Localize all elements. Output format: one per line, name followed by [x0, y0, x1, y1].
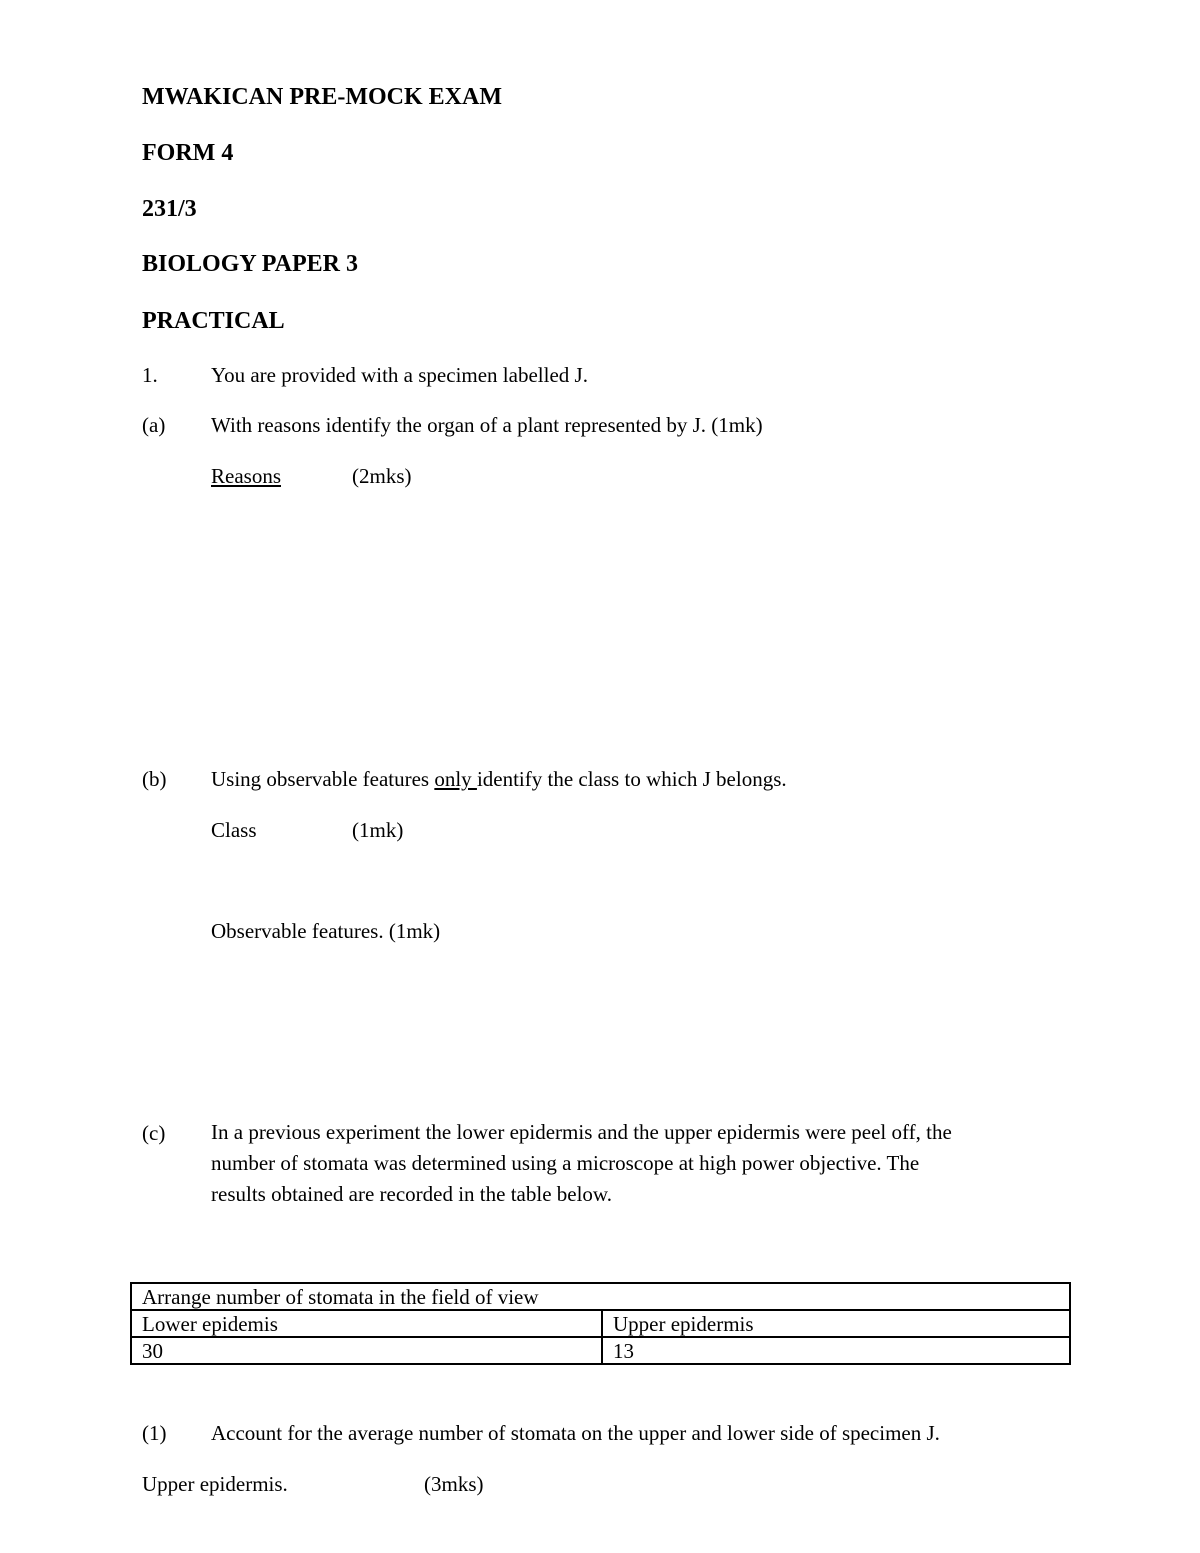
part-b-text-start: Using observable features [211, 767, 435, 791]
class-marks: (1mk) [352, 818, 404, 842]
part-b-emphasis: only [434, 767, 477, 791]
table-row [131, 1283, 1070, 1310]
paper-code: 231/3 [142, 196, 197, 222]
form-level: FORM 4 [142, 140, 234, 166]
part-a-text: With reasons identify the organ of a plant represented by J. (1mk) [211, 413, 763, 437]
question-number: 1. [142, 363, 158, 387]
header-lower: Lower epidemis [131, 1310, 602, 1337]
observable-features: Observable features. (1mk) [211, 919, 441, 943]
part-b-text-end: identify the class to which J belongs. [476, 767, 787, 791]
part-c-line-1: In a previous experiment the lower epidermis and the upper epidermis were peel off, the [211, 1120, 952, 1144]
question-intro: You are provided with a specimen labelled J. [211, 363, 588, 387]
table-row [131, 1337, 1070, 1364]
stomata-table [130, 1282, 1071, 1365]
part-c-line-2: number of stomata was determined using a microscope at high power objective. The [211, 1151, 920, 1175]
table-row [131, 1310, 1070, 1337]
reasons-marks: (2mks) [352, 464, 412, 488]
part-b-label: (b) [142, 767, 167, 791]
sub-question-label: (1) [142, 1421, 167, 1445]
upper-epidermis-marks: (3mks) [424, 1472, 484, 1496]
table-caption: Arrange number of stomata in the field of view [131, 1283, 1070, 1310]
sub-question-text: Account for the average number of stomata on the upper and lower side of specimen J. [211, 1421, 940, 1445]
subject-title: BIOLOGY PAPER 3 [142, 251, 359, 277]
exam-title: MWAKICAN PRE-MOCK EXAM [142, 84, 502, 110]
part-c-label: (c) [142, 1121, 166, 1145]
upper-epidermis-label: Upper epidermis. [142, 1472, 288, 1496]
paper-type: PRACTICAL [142, 308, 285, 334]
value-upper: 13 [602, 1337, 1070, 1364]
reasons-label: Reasons [211, 464, 281, 488]
value-lower: 30 [131, 1337, 602, 1364]
part-c-text [211, 1117, 1061, 1210]
class-label: Class [211, 818, 257, 842]
part-b-text [211, 765, 787, 793]
part-a-label: (a) [142, 413, 166, 437]
header-upper: Upper epidermis [602, 1310, 1070, 1337]
part-c-line-3: results obtained are recorded in the table below. [211, 1182, 612, 1206]
